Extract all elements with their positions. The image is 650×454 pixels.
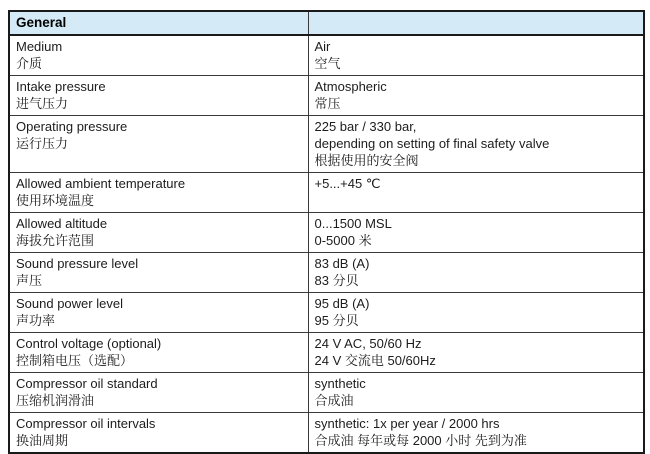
cell-line: 空气 — [314, 56, 341, 71]
cell-line: 常压 — [314, 96, 341, 111]
label-cell — [9, 373, 308, 413]
cell-line: Sound power level — [16, 296, 123, 311]
label-cell — [9, 413, 308, 454]
cell-line: 海拔允许范围 — [16, 233, 95, 248]
table-row — [9, 253, 644, 293]
value-cell — [308, 253, 644, 293]
table-row — [9, 173, 644, 213]
cell-line: 83 dB (A) — [314, 256, 370, 271]
label-cell — [9, 116, 308, 173]
cell-line: 进气压力 — [16, 96, 69, 111]
cell-line: Sound pressure level — [16, 256, 139, 271]
cell-line: 95 dB (A) — [314, 296, 370, 311]
cell-line: Operating pressure — [16, 119, 128, 134]
cell-line: 声功率 — [16, 313, 56, 328]
label-cell — [9, 333, 308, 373]
cell-line: Compressor oil intervals — [16, 416, 156, 431]
label-cell — [9, 35, 308, 76]
value-cell — [308, 35, 644, 76]
header-label-cell: General — [9, 11, 308, 35]
cell-line: Control voltage (optional) — [16, 336, 162, 351]
header-value-cell — [308, 11, 644, 35]
label-cell — [9, 76, 308, 116]
value-cell — [308, 76, 644, 116]
cell-line: 运行压力 — [16, 136, 69, 151]
cell-line: 声压 — [16, 273, 43, 288]
cell-line: 24 V 交流电 50/60Hz — [314, 353, 436, 368]
cell-line: 0...1500 MSL — [314, 216, 392, 231]
spec-sheet — [8, 10, 643, 454]
table-row — [9, 413, 644, 454]
spec-table-body — [9, 35, 644, 453]
table-row — [9, 213, 644, 253]
cell-line: Medium — [16, 39, 63, 54]
value-cell — [308, 373, 644, 413]
value-cell — [308, 413, 644, 454]
label-cell — [9, 213, 308, 253]
label-cell — [9, 173, 308, 213]
cell-line: 介质 — [16, 56, 43, 71]
table-row — [9, 293, 644, 333]
label-cell — [9, 253, 308, 293]
cell-line: 合成油 — [314, 393, 354, 408]
label-cell — [9, 293, 308, 333]
cell-line: 使用环境温度 — [16, 193, 95, 208]
cell-line: Air — [314, 39, 331, 54]
cell-line: +5...+45 ℃ — [314, 176, 381, 191]
cell-line: Intake pressure — [16, 79, 106, 94]
cell-line: depending on setting of final safety valve — [314, 136, 550, 151]
cell-line: Allowed ambient temperature — [16, 176, 186, 191]
cell-line: 压缩机润滑油 — [16, 393, 95, 408]
cell-line: 合成油 每年或每 2000 小时 先到为准 — [314, 433, 527, 448]
cell-line: synthetic: 1x per year / 2000 hrs — [314, 416, 500, 431]
value-cell — [308, 173, 644, 213]
cell-line: Compressor oil standard — [16, 376, 158, 391]
table-row — [9, 116, 644, 173]
value-cell — [308, 293, 644, 333]
table-row — [9, 373, 644, 413]
spec-table — [8, 10, 645, 454]
cell-line: 24 V AC, 50/60 Hz — [314, 336, 422, 351]
header-row — [9, 11, 644, 35]
cell-line: 95 分贝 — [314, 313, 359, 328]
value-cell — [308, 213, 644, 253]
value-cell — [308, 116, 644, 173]
cell-line: 225 bar / 330 bar, — [314, 119, 417, 134]
cell-line: 控制箱电压（选配） — [16, 353, 134, 368]
table-row — [9, 76, 644, 116]
cell-line: Allowed altitude — [16, 216, 108, 231]
cell-line: Atmospheric — [314, 79, 387, 94]
cell-line: 83 分贝 — [314, 273, 359, 288]
table-row — [9, 333, 644, 373]
value-cell — [308, 333, 644, 373]
cell-line: 换油周期 — [16, 433, 69, 448]
cell-line: synthetic — [314, 376, 366, 391]
spec-table-head — [9, 11, 644, 35]
cell-line: 根据使用的安全阀 — [314, 153, 419, 168]
table-row — [9, 35, 644, 76]
cell-line: 0-5000 米 — [314, 233, 372, 248]
